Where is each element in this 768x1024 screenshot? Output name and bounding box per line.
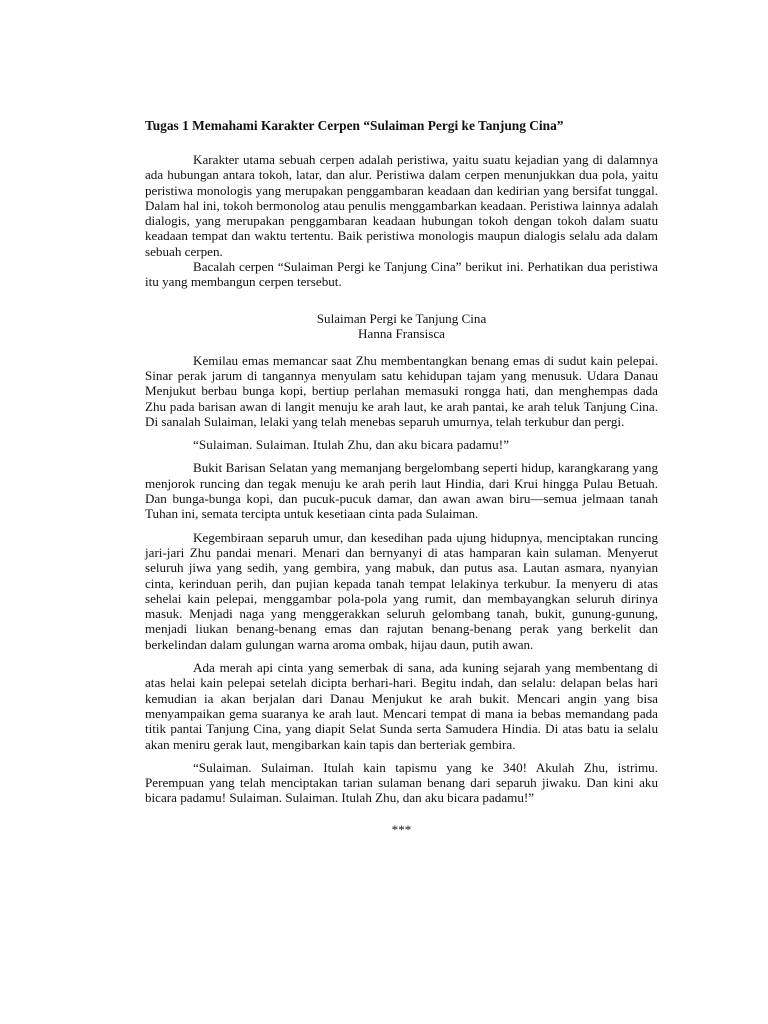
story-dialogue: “Sulaiman. Sulaiman. Itulah kain tapismu yang ke 340! Akulah Zhu, istrimu. Perempuan yang telah menciptakan tarian sulaman benang dari separuh jiwaku. Dan kini aku bicara padamu! Sulaiman. Sulaiman. Itulah Zhu, dan aku bicara padamu!” <box>145 759 658 806</box>
story-paragraph: Kemilau emas memancar saat Zhu membentangkan benang emas di sudut kain pelepai. Sinar perak jarum di tangannya menyulam satu kehidupan tajam yang menusuk. Udara Danau Menjukut berbau bunga kopi, bertiup perlahan memasuki rongga hati, dan menghempas dada Zhu pada barisan awan di langit menuju ke arah laut, ke arah pantai, ke arah teluk Tanjung Cina. Di sanalah Sulaiman, lelaki yang telah menebas separuh umurnya, telah terkubur dan pergi. <box>145 352 658 429</box>
intro-paragraph: Bacalah cerpen “Sulaiman Pergi ke Tanjung Cina” berikut ini. Perhatikan dua peristiwa itu yang membangun cerpen tersebut. <box>145 259 658 290</box>
story-title: Sulaiman Pergi ke Tanjung Cina <box>316 310 487 326</box>
story-paragraph: Ada merah api cinta yang semerbak di sana, ada kuning sejarah yang membentang di atas helai kain pelepai setelah dicipta berhari-hari. Begitu indah, dan selalu: delapan belas hari kemudian ia akan berjalan dari Danau Menjukut ke arah bukit. Mencari angin yang bisa menyampaikan gema suaranya ke arah laut. Mencari tempat di mana ia bebas memandang pada titik pantai Tanjung Cina, yang diapit Selat Sunda serta Samudera Hindia. Di atas batu ia selalu akan meniru gerak laut, mengibarkan kain tapis dan berteriak gembira. <box>145 660 658 752</box>
story-author: Hanna Fransisca <box>358 325 445 341</box>
section-separator: *** <box>391 821 412 837</box>
assignment-heading: Tugas 1 Memahami Karakter Cerpen “Sulaiman Pergi ke Tanjung Cina” <box>145 118 564 133</box>
story-paragraph: Bukit Barisan Selatan yang memanjang bergelombang seperti hidup, karangkarang yang menjorok runcing dan tegak menuju ke arah perih laut Hindia, dari Krui hingga Pulau Betuah. Dan bunga-bunga kopi, dan pucuk-pucuk damar, dan awan awan biru—semua jelmaan tanah Tuhan ini, semata tercipta untuk kesetiaan cinta pada Sulaiman. <box>145 460 658 522</box>
intro-paragraph: Karakter utama sebuah cerpen adalah peristiwa, yaitu suatu kejadian yang di dalamnya ada hubungan antara tokoh, latar, dan alur. Peristiwa dalam cerpen menunjukkan dua pola, yaitu peristiwa monologis yang merupakan penggambaran keadaan dan kedirian yang bersifat tunggal. Dalam hal ini, tokoh bermonolog atau penulis menggambarkan keadaan. Peristiwa lainnya adalah dialogis, yang merupakan penggambaran keadaan hubungan tokoh dengan tokoh dalam suatu keadaan tempat dan waktu tertentu. Baik peristiwa monologis maupun dialogis selalu ada dalam sebuah cerpen. <box>145 152 658 259</box>
document-body <box>145 118 658 837</box>
story-dialogue: “Sulaiman. Sulaiman. Itulah Zhu, dan aku bicara padamu!” <box>193 437 510 453</box>
story-paragraph: Kegembiraan separuh umur, dan kesedihan pada ujung hidupnya, menciptakan runcing jari-jari Zhu pandai menari. Menari dan bernyanyi di atas hamparan kain sulaman. Menyerut seluruh jiwa yang sedih, yang gembira, yang mabuk, dan putus asa. Lautan asmara, nyanyian cinta, kerinduan perih, dan pujian kepada tanah tempat lelakinya terkubur. Ia menyeru di atas sehelai kain pelepai, menggambar pola-pola yang rumit, dan membayangkan seluruh dirinya masuk. Menjadi naga yang menggerakkan seluruh gelombang tanah, bukit, gunung-gunung, menjadi liukan benang-benang emas dan rajutan benang-benang perak yang berkelit dan berkelindan dalam gulungan warna aroma ombak, hijau daun, putih awan. <box>145 529 658 652</box>
